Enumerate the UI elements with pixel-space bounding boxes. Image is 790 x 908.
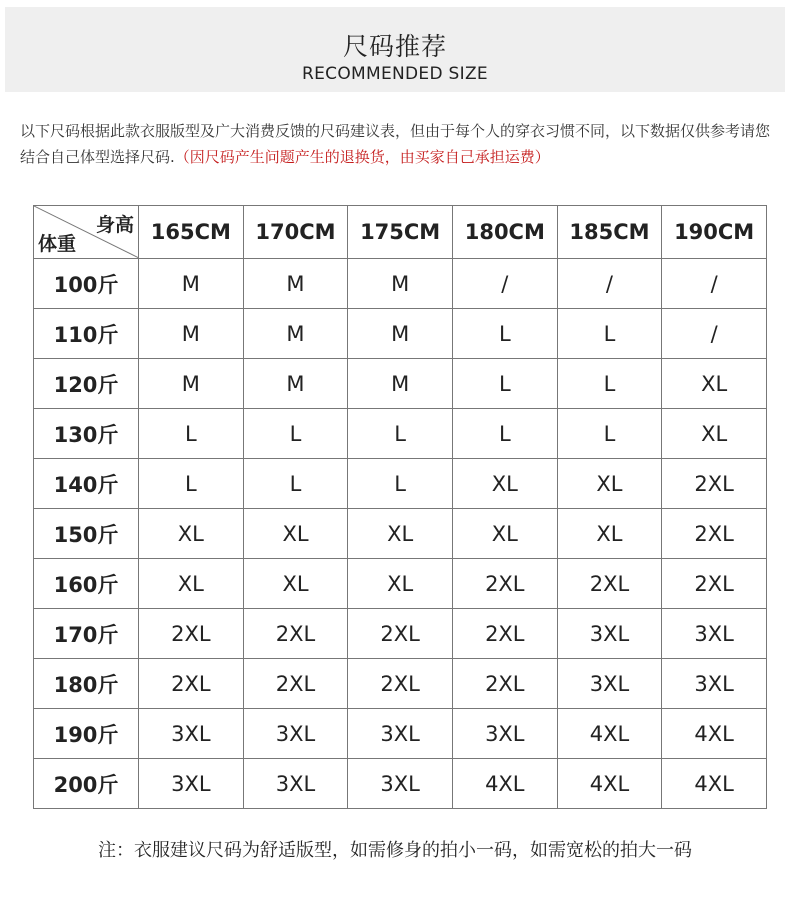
row-weight-header: 140斤 bbox=[34, 459, 139, 509]
size-cell: L bbox=[139, 409, 244, 459]
size-cell: 2XL bbox=[452, 559, 557, 609]
table-row bbox=[34, 409, 767, 459]
size-cell: / bbox=[662, 309, 767, 359]
size-cell: 2XL bbox=[139, 609, 244, 659]
size-cell: L bbox=[557, 409, 662, 459]
size-cell: / bbox=[557, 259, 662, 309]
size-cell: L bbox=[557, 309, 662, 359]
size-cell: L bbox=[139, 459, 244, 509]
row-weight-header: 120斤 bbox=[34, 359, 139, 409]
size-cell: 3XL bbox=[243, 709, 348, 759]
size-cell: XL bbox=[452, 509, 557, 559]
corner-weight-label: 体重 bbox=[38, 233, 77, 255]
row-weight-header: 190斤 bbox=[34, 709, 139, 759]
size-cell: XL bbox=[348, 509, 453, 559]
column-header: 185CM bbox=[557, 206, 662, 259]
size-cell: 3XL bbox=[557, 609, 662, 659]
size-cell: M bbox=[243, 259, 348, 309]
size-cell: 2XL bbox=[348, 659, 453, 709]
size-cell: 3XL bbox=[243, 759, 348, 809]
size-cell: XL bbox=[452, 459, 557, 509]
size-cell: 2XL bbox=[243, 659, 348, 709]
size-cell: 2XL bbox=[662, 459, 767, 509]
row-weight-header: 200斤 bbox=[34, 759, 139, 809]
size-cell: 3XL bbox=[452, 709, 557, 759]
table-row bbox=[34, 309, 767, 359]
intro-paragraph bbox=[20, 118, 780, 170]
row-weight-header: 110斤 bbox=[34, 309, 139, 359]
size-cell: M bbox=[243, 359, 348, 409]
table-row bbox=[34, 759, 767, 809]
table-row bbox=[34, 459, 767, 509]
row-weight-header: 180斤 bbox=[34, 659, 139, 709]
size-cell: M bbox=[348, 359, 453, 409]
size-cell: M bbox=[348, 259, 453, 309]
footer-note: 注：衣服建议尺码为舒适版型，如需修身的拍小一码，如需宽松的拍大一码 bbox=[98, 840, 692, 861]
table-corner-cell bbox=[34, 206, 139, 259]
column-header: 190CM bbox=[662, 206, 767, 259]
size-cell: 2XL bbox=[662, 509, 767, 559]
size-cell: M bbox=[139, 259, 244, 309]
row-weight-header: 100斤 bbox=[34, 259, 139, 309]
size-cell: / bbox=[452, 259, 557, 309]
size-cell: 2XL bbox=[662, 559, 767, 609]
column-header: 165CM bbox=[139, 206, 244, 259]
size-cell: L bbox=[348, 459, 453, 509]
row-weight-header: 170斤 bbox=[34, 609, 139, 659]
size-cell: L bbox=[243, 409, 348, 459]
table-row bbox=[34, 659, 767, 709]
size-cell: M bbox=[139, 359, 244, 409]
table-row bbox=[34, 609, 767, 659]
size-cell: L bbox=[452, 309, 557, 359]
size-cell: 3XL bbox=[662, 609, 767, 659]
size-cell: XL bbox=[557, 459, 662, 509]
intro-text: 以下尺码根据此款衣服版型及广大消费反馈的尺码建议表，但由于每个人的穿衣习惯不同，以下数据仅供参考请您结合自己体型选择尺码. bbox=[20, 122, 771, 166]
size-cell: XL bbox=[662, 409, 767, 459]
size-cell: 3XL bbox=[348, 759, 453, 809]
size-cell: 3XL bbox=[139, 709, 244, 759]
size-cell: 2XL bbox=[243, 609, 348, 659]
table-row bbox=[34, 509, 767, 559]
column-header: 175CM bbox=[348, 206, 453, 259]
page-subtitle: RECOMMENDED SIZE bbox=[302, 64, 488, 84]
size-chart-table bbox=[33, 205, 767, 809]
size-cell: 2XL bbox=[557, 559, 662, 609]
size-cell: 2XL bbox=[139, 659, 244, 709]
size-cell: L bbox=[348, 409, 453, 459]
size-cell: XL bbox=[139, 559, 244, 609]
size-cell: M bbox=[243, 309, 348, 359]
size-cell: 2XL bbox=[452, 659, 557, 709]
corner-height-label: 身高 bbox=[95, 214, 134, 236]
size-cell: / bbox=[662, 259, 767, 309]
column-header: 180CM bbox=[452, 206, 557, 259]
size-cell: XL bbox=[243, 509, 348, 559]
size-cell: 4XL bbox=[452, 759, 557, 809]
table-header-row bbox=[34, 206, 767, 259]
row-weight-header: 130斤 bbox=[34, 409, 139, 459]
table-row bbox=[34, 709, 767, 759]
intro-warning: （因尺码产生问题产生的退换货，由买家自己承担运费） bbox=[174, 148, 550, 166]
size-cell: 4XL bbox=[662, 709, 767, 759]
size-cell: M bbox=[139, 309, 244, 359]
size-cell: L bbox=[452, 409, 557, 459]
size-cell: 4XL bbox=[662, 759, 767, 809]
size-cell: 3XL bbox=[557, 659, 662, 709]
size-cell: 2XL bbox=[348, 609, 453, 659]
size-cell: L bbox=[557, 359, 662, 409]
table-row bbox=[34, 259, 767, 309]
size-cell: XL bbox=[243, 559, 348, 609]
row-weight-header: 150斤 bbox=[34, 509, 139, 559]
size-cell: XL bbox=[557, 509, 662, 559]
size-cell: 4XL bbox=[557, 709, 662, 759]
page-title: 尺码推荐 bbox=[342, 32, 447, 61]
size-cell: L bbox=[243, 459, 348, 509]
size-cell: M bbox=[348, 309, 453, 359]
size-cell: L bbox=[452, 359, 557, 409]
table-body bbox=[34, 259, 767, 809]
size-cell: 2XL bbox=[452, 609, 557, 659]
size-cell: 3XL bbox=[348, 709, 453, 759]
table-row bbox=[34, 359, 767, 409]
size-cell: 3XL bbox=[139, 759, 244, 809]
size-cell: 3XL bbox=[662, 659, 767, 709]
size-cell: XL bbox=[348, 559, 453, 609]
header-banner bbox=[5, 7, 785, 92]
size-cell: XL bbox=[662, 359, 767, 409]
size-cell: 4XL bbox=[557, 759, 662, 809]
table-row bbox=[34, 559, 767, 609]
column-header: 170CM bbox=[243, 206, 348, 259]
size-cell: XL bbox=[139, 509, 244, 559]
row-weight-header: 160斤 bbox=[34, 559, 139, 609]
